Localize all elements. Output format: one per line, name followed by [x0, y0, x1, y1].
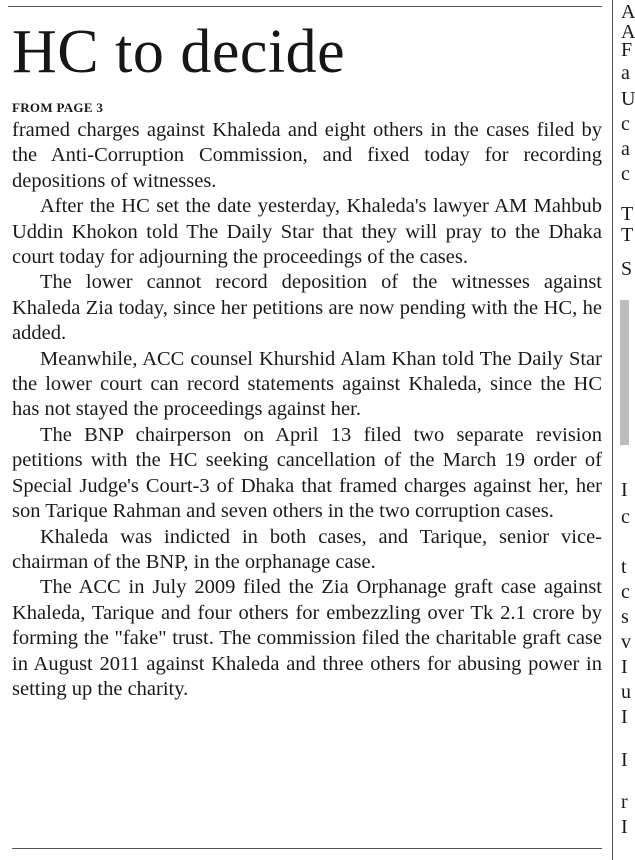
- column-rule: [612, 0, 613, 860]
- headline: HC to decide: [12, 18, 346, 86]
- top-rule: [8, 6, 602, 7]
- adjacent-column-fragment: c: [621, 581, 630, 603]
- paragraph: Khaleda was indicted in both cases, and Tarique, senior vice-chairman of the BNP, in the orphanage case.: [12, 525, 602, 573]
- adjacent-column-fragment: c: [621, 163, 630, 185]
- adjacent-column-fragment: s: [621, 606, 629, 628]
- adjacent-column-fragment: I: [621, 656, 628, 678]
- adjacent-column-fragment: a: [621, 138, 630, 160]
- adjacent-column-fragment: a: [621, 62, 630, 84]
- paragraph: After the HC set the date yesterday, Khaleda's lawyer AM Mahbub Uddin Khokon told The Daily Star that they will pray to the Dhaka court today for adjourning the proceedings of the cases.: [12, 195, 602, 269]
- adjacent-column-fragment: A: [621, 21, 635, 43]
- jump-line: FROM PAGE 3: [12, 100, 104, 115]
- paragraph: Meanwhile, ACC counsel Khurshid Alam Khan told The Daily Star the lower court can record statements against Khaleda, since the HC has not stayed the proceedings against her.: [12, 347, 602, 421]
- bottom-rule: [12, 848, 602, 849]
- paragraph: framed charges against Khaleda and eight others in the cases filed by the Anti-Corruption Commission, and fixed today for recording depositions of witnesses.: [12, 119, 602, 192]
- paragraph: The ACC in July 2009 filed the Zia Orphanage graft case against Khaleda, Tarique and four others for embezzling over Tk 2.1 crore by forming the "fake" trust. The commission filed the charitable graft case in August 2011 against Khaleda and three others for abusing power in setting up the charity.: [12, 576, 602, 700]
- adjacent-column-fragment: F: [621, 39, 633, 61]
- paragraph: The BNP chairperson on April 13 filed two separate revision petitions with the HC seeking cancellation of the March 19 order of Special Judge's Court-3 of Dhaka that framed charges against her, her son Tarique Rahman and seven others in the two corruption cases.: [12, 423, 602, 523]
- article-body: [12, 118, 602, 702]
- adjacent-column-fragment: S: [621, 258, 633, 280]
- adjacent-column-fragment: T: [621, 224, 634, 246]
- adjacent-column-fragment: T: [621, 203, 634, 225]
- adjacent-column-fragment: t: [621, 556, 627, 578]
- adjacent-column-fragment: I: [621, 816, 628, 838]
- adjacent-column-fragment: U: [621, 88, 635, 110]
- adjacent-column-fragment: u: [621, 681, 631, 703]
- adjacent-column-fragment: A: [621, 1, 635, 23]
- adjacent-photo-edge: [620, 300, 629, 445]
- adjacent-column-fragment: I: [621, 749, 628, 771]
- adjacent-column-fragment: v: [621, 631, 631, 653]
- article: [12, 18, 602, 702]
- adjacent-column-fragment: r: [621, 791, 628, 813]
- adjacent-column-fragment: I: [621, 479, 628, 501]
- adjacent-column-fragment: I: [621, 706, 628, 728]
- paragraph: The lower cannot record deposition of the witnesses against Khaleda Zia today, since her petitions are now pending with the HC, he added.: [12, 271, 602, 345]
- adjacent-column-fragment: c: [621, 506, 630, 528]
- adjacent-column-fragment: c: [621, 113, 630, 135]
